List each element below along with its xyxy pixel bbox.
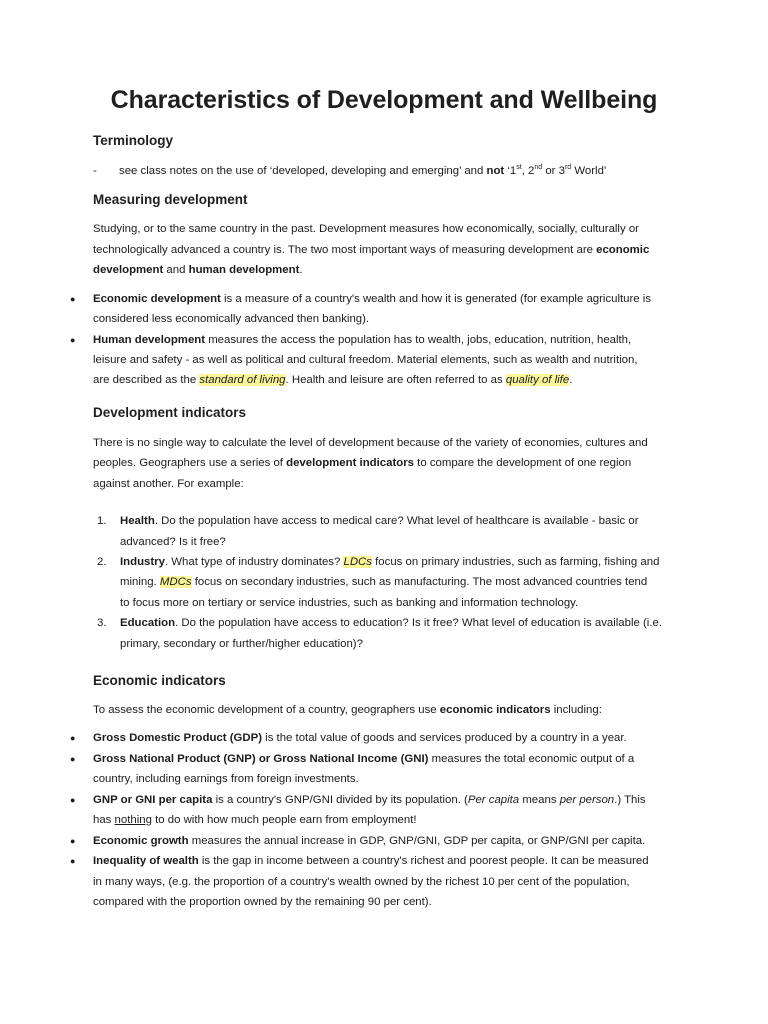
list-item-health: Health. Do the population have access to medical care? What level of healthcare is available - basic or <box>120 515 639 527</box>
bullet-icon: ● <box>70 795 76 805</box>
list-number: 2. <box>97 556 107 568</box>
list-item-line: to focus more on tertiary or service industries, such as banking and information technology. <box>120 597 579 609</box>
list-item-line: advanced? Is it free? <box>120 536 226 548</box>
bullet-icon: ● <box>70 733 76 743</box>
list-number: 1. <box>97 515 107 527</box>
heading-economic-indicators: Economic indicators <box>93 673 226 688</box>
list-item-line: primary, secondary or further/higher education)? <box>120 638 363 650</box>
list-item-gdp: Gross Domestic Product (GDP) is the total value of goods and services produced by a country in a year. <box>93 732 627 744</box>
heading-development-indicators: Development indicators <box>93 405 247 420</box>
list-item-line: in many ways, (e.g. the proportion of a country's wealth owned by the richest 10 per cent of the population, <box>93 876 630 888</box>
highlight-ldcs: LDCs <box>343 556 372 568</box>
list-item-industry: Industry. What type of industry dominates? LDCs focus on primary industries, such as farming, fishing and <box>120 556 660 568</box>
list-item-line: mining. MDCs focus on secondary industries, such as manufacturing. The most advanced countries tend <box>120 576 648 588</box>
paragraph-line: against another. For example: <box>93 478 244 490</box>
bullet-icon: ● <box>70 836 76 846</box>
bullet-icon: ● <box>70 294 76 304</box>
paragraph-line: development and human development. <box>93 264 303 276</box>
list-item-line: are described as the standard of living. Health and leisure are often referred to as quality of life. <box>93 374 573 386</box>
list-item-gnp-gni: Gross National Product (GNP) or Gross National Income (GNI) measures the total economic output of a <box>93 753 635 765</box>
terminology-note: see class notes on the use of ‘developed, developing and emerging’ and not ‘1st, 2nd or 3rd World’ <box>119 164 607 177</box>
highlight-standard-of-living: standard of living <box>199 374 286 386</box>
list-item-line: leisure and safety - as well as political and cultural freedom. Material elements, such as wealth and nutrition, <box>93 354 638 366</box>
paragraph-line: technologically advanced a country is. The two most important ways of measuring development are economic <box>93 244 650 256</box>
list-item-line: country, including earnings from foreign investments. <box>93 773 359 785</box>
list-item-line: compared with the proportion owned by the remaining 90 per cent). <box>93 896 432 908</box>
paragraph-line: There is no single way to calculate the level of development because of the variety of economies, cultures and <box>93 437 648 449</box>
highlight-mdcs: MDCs <box>159 576 192 588</box>
paragraph-line: peoples. Geographers use a series of development indicators to compare the development of one region <box>93 457 632 469</box>
list-number: 3. <box>97 617 107 629</box>
highlight-quality-of-life: quality of life <box>505 374 570 386</box>
heading-measuring-development: Measuring development <box>93 192 248 207</box>
paragraph-line: Studying, or to the same country in the past. Development measures how economically, socially, culturally or <box>93 223 639 235</box>
list-item-human-development: Human development measures the access the population has to wealth, jobs, education, nutrition, health, <box>93 334 632 346</box>
list-item-per-capita: GNP or GNI per capita is a country's GNP/GNI divided by its population. (Per capita means per person.) This <box>93 794 646 806</box>
list-item-economic-development: Economic development is a measure of a country's wealth and how it is generated (for example agriculture is <box>93 293 652 305</box>
list-item-education: Education. Do the population have access to education? Is it free? What level of education is available (i.e. <box>120 617 662 629</box>
list-item-inequality: Inequality of wealth is the gap in income between a country's richest and poorest people. It can be measured <box>93 855 649 867</box>
paragraph-line: To assess the economic development of a country, geographers use economic indicators including: <box>93 704 602 716</box>
bullet-icon: ● <box>70 335 76 345</box>
page-title: Characteristics of Development and Wellbeing <box>110 86 658 114</box>
bullet-icon: ● <box>70 754 76 764</box>
bullet-icon: ● <box>70 856 76 866</box>
dash-marker: - <box>93 165 97 177</box>
list-item-line: considered less economically advanced then banking). <box>93 313 370 325</box>
heading-terminology: Terminology <box>93 133 174 148</box>
list-item-economic-growth: Economic growth measures the annual increase in GDP, GNP/GNI, GDP per capita, or GNP/GNI per capita. <box>93 835 646 847</box>
list-item-line: has nothing to do with how much people earn from employment! <box>93 814 417 826</box>
